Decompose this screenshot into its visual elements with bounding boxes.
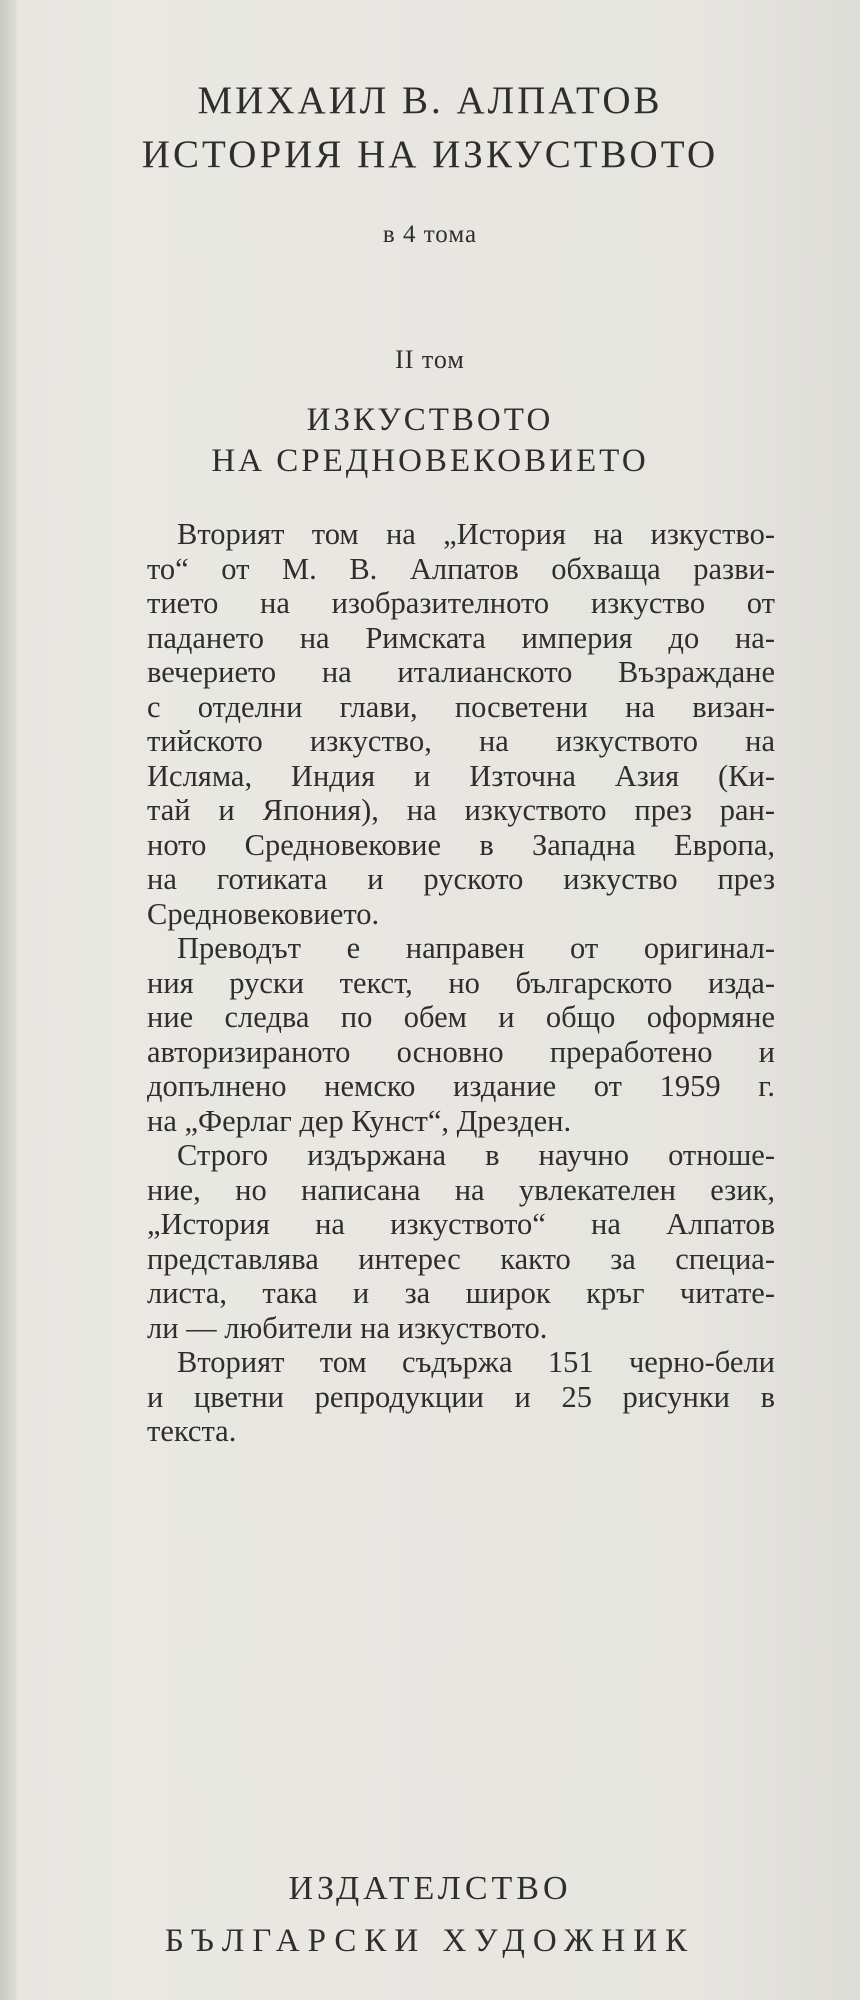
volume-count: в 4 тома <box>382 221 478 248</box>
book-title: ИСТОРИЯ НА ИЗКУСТВОТО <box>141 133 719 176</box>
description-line: Вторият том на „История на изкуство- <box>177 517 775 551</box>
description-line: листа, така и за широк кръг читате- <box>147 1276 775 1310</box>
volume-title-line-1: ИЗКУСТВОТО <box>306 402 554 438</box>
description-line: ното Средновековие в Западна Европа, <box>147 827 775 862</box>
description-line: с отделни глави, посветени на визан- <box>147 689 775 724</box>
author-name: МИХАИЛ В. АЛПАТОВ <box>197 79 663 122</box>
description-line: Преводът е направен от оригинал- <box>177 931 775 965</box>
description-line: на „Ферлаг дер Кунст“, Дрезден. <box>147 1103 572 1138</box>
description-line: падането на Римската империя до на- <box>147 620 775 655</box>
description-line: на готиката и руското изкуство през <box>147 862 775 896</box>
description-line: „История на изкуството“ на Алпатов <box>147 1207 775 1241</box>
publisher-label: ИЗДАТЕЛСТВО <box>288 1870 572 1907</box>
description-line: ние, но написана на увлекателен език, <box>147 1172 775 1207</box>
description-text <box>147 517 775 1449</box>
description-line: Средновековието. <box>147 896 380 931</box>
description-line: Вторият том съдържа 151 черно-бели <box>177 1345 775 1379</box>
description-line: вечерието на италианското Възраждане <box>147 655 775 689</box>
page-edge-shadow <box>0 0 16 2000</box>
publisher-name: БЪЛГАРСКИ ХУДОЖНИК <box>164 1923 696 1959</box>
description-line: ния руски текст, но българското изда- <box>147 965 775 1000</box>
description-line: тието на изобразителното изкуство от <box>147 586 775 620</box>
volume-title-line-2: НА СРЕДНОВЕКОВИЕТО <box>211 443 649 479</box>
description-line: ли — любители на изкуството. <box>147 1310 548 1345</box>
description-line: тийското изкуство, на изкуството на <box>147 724 775 758</box>
volume-number: II том <box>395 345 465 374</box>
description-line: тай и Япония), на изкуството през ран- <box>147 793 775 827</box>
description-line: допълнено немско издание от 1959 г. <box>147 1069 775 1103</box>
description-line: и цветни репродукции и 25 рисунки в <box>147 1379 775 1414</box>
description-line: представлява интерес както за специа- <box>147 1241 775 1276</box>
description-line: ние следва по обем и общо оформяне <box>147 1000 775 1034</box>
description-line: авторизираното основно преработено и <box>147 1034 775 1069</box>
description-line: Исляма, Индия и Източна Азия (Ки- <box>147 758 775 793</box>
description-line: то“ от М. В. Алпатов обхваща разви- <box>147 551 775 586</box>
description-line: Строго издържана в научно отноше- <box>177 1138 775 1172</box>
description-line: текста. <box>147 1414 237 1448</box>
